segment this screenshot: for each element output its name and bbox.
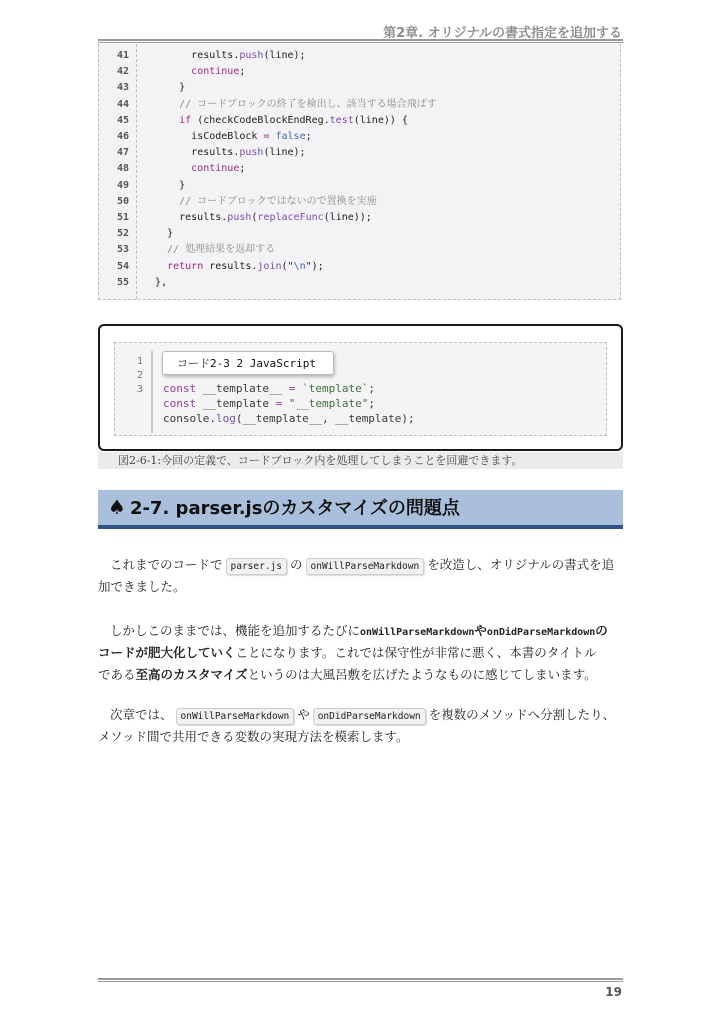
figure-gutter — [151, 351, 153, 433]
footer-rule — [98, 978, 623, 982]
inline-code: parser.js — [226, 558, 287, 575]
code-listing — [98, 44, 621, 300]
text: 次章では、 — [110, 707, 173, 722]
spade-icon: ♠ — [108, 495, 126, 519]
inline-code: onWillParseMarkdown — [360, 627, 475, 638]
code-line — [99, 178, 620, 194]
code-line — [99, 194, 620, 210]
code-text: // コードブロックではないので置換を実施 — [179, 195, 377, 207]
emphasis-text: コードが肥大化していく — [98, 645, 236, 660]
line-number: 41 — [116, 50, 129, 61]
text: しかしこのままでは、機能を追加するたびに — [110, 623, 361, 638]
line-number: 54 — [116, 260, 129, 272]
emphasis-text: 至高のカスタマイズ — [135, 667, 248, 682]
code-text: } — [179, 179, 186, 191]
line-number: 49 — [116, 179, 129, 191]
figure-code-area — [114, 342, 607, 436]
text: の — [290, 557, 303, 572]
inline-code: onWillParseMarkdown — [306, 558, 425, 575]
figure-code-line: const __template = "__template"; — [163, 397, 375, 410]
page-number: 19 — [605, 985, 622, 999]
inline-code: onDidParseMarkdown — [486, 627, 596, 638]
code-line — [99, 64, 620, 80]
inline-code: onWillParseMarkdown — [176, 708, 295, 725]
code-text: continue; — [191, 66, 246, 78]
code-line — [99, 97, 620, 113]
text: これまでのコードで — [110, 557, 223, 572]
code-text: } — [167, 228, 174, 240]
section-title: 2-7. parser.jsのカスタマイズの問題点 — [129, 498, 460, 519]
line-number: 50 — [116, 195, 129, 207]
figure-code-line: console.log(__template__, __template); — [163, 412, 415, 425]
code-figure — [98, 324, 623, 451]
figure-code-label: コード2-3 2 JavaScript — [162, 351, 334, 375]
code-line — [99, 80, 620, 96]
chapter-header: 第2章. オリジナルの書式指定を追加する — [383, 26, 622, 41]
code-line — [99, 242, 620, 258]
line-number: 51 — [116, 212, 129, 223]
text: の — [595, 623, 608, 638]
code-text: isCodeBlock = false; — [191, 131, 312, 142]
code-line — [99, 226, 620, 242]
figure-line-number: 3 — [136, 384, 143, 395]
line-number: 44 — [116, 98, 129, 110]
figure-code-line: const __template__ = `template`; — [163, 382, 375, 395]
line-number: 43 — [116, 82, 129, 94]
code-line — [99, 48, 620, 64]
code-text: results.push(line); — [191, 50, 306, 61]
figure-line-number: 2 — [136, 370, 143, 381]
line-number: 55 — [116, 276, 129, 288]
text: を複数のメソッドへ分割したり、 — [428, 707, 616, 722]
line-number: 42 — [116, 66, 129, 78]
code-text: }, — [155, 276, 168, 288]
code-text: return results.join("\n"); — [167, 260, 324, 272]
code-line — [99, 259, 620, 275]
text: というのは大風呂敷を広げたようなものに感じてしまいます。 — [247, 667, 597, 682]
code-text: // 処理結果を返却する — [167, 244, 276, 256]
line-number: 52 — [116, 228, 129, 240]
figure-line-number: 1 — [136, 356, 143, 367]
code-line — [99, 113, 620, 129]
code-line — [99, 145, 620, 161]
code-text: continue; — [191, 163, 246, 175]
text: や — [474, 623, 487, 638]
text: や — [297, 707, 310, 722]
section-heading — [98, 490, 623, 529]
line-number: 46 — [116, 131, 129, 142]
code-line — [99, 275, 620, 291]
figure-caption: 図2-6-1:今回の定義で、コードブロック内を処理してしまうことを回避できます。 — [98, 452, 623, 469]
inline-code: onDidParseMarkdown — [313, 708, 426, 725]
line-number: 48 — [116, 163, 129, 175]
code-text: } — [179, 82, 186, 94]
code-line — [99, 129, 620, 145]
text: メソッド間で共用できる変数の実現方法を模索します。 — [98, 729, 409, 744]
text: 加できました。 — [98, 579, 186, 594]
code-text: if (checkCodeBlockEndReg.test(line)) { — [179, 114, 408, 126]
code-text: // コードブロックの終了を検出し、該当する場合飛ばす — [179, 98, 437, 110]
text: である — [98, 667, 136, 682]
text: ことになります。これでは保守性が非常に悪く、本書のタイトル — [235, 645, 597, 660]
code-line — [99, 161, 620, 177]
code-text: results.push(line); — [191, 147, 306, 159]
code-line — [99, 210, 620, 226]
line-number: 45 — [116, 114, 129, 126]
code-text: results.push(replaceFunc(line)); — [179, 212, 372, 223]
header-rule — [98, 39, 623, 43]
line-number: 53 — [116, 244, 129, 256]
line-number: 47 — [116, 147, 129, 159]
text: を改造し、オリジナルの書式を追 — [427, 557, 615, 572]
